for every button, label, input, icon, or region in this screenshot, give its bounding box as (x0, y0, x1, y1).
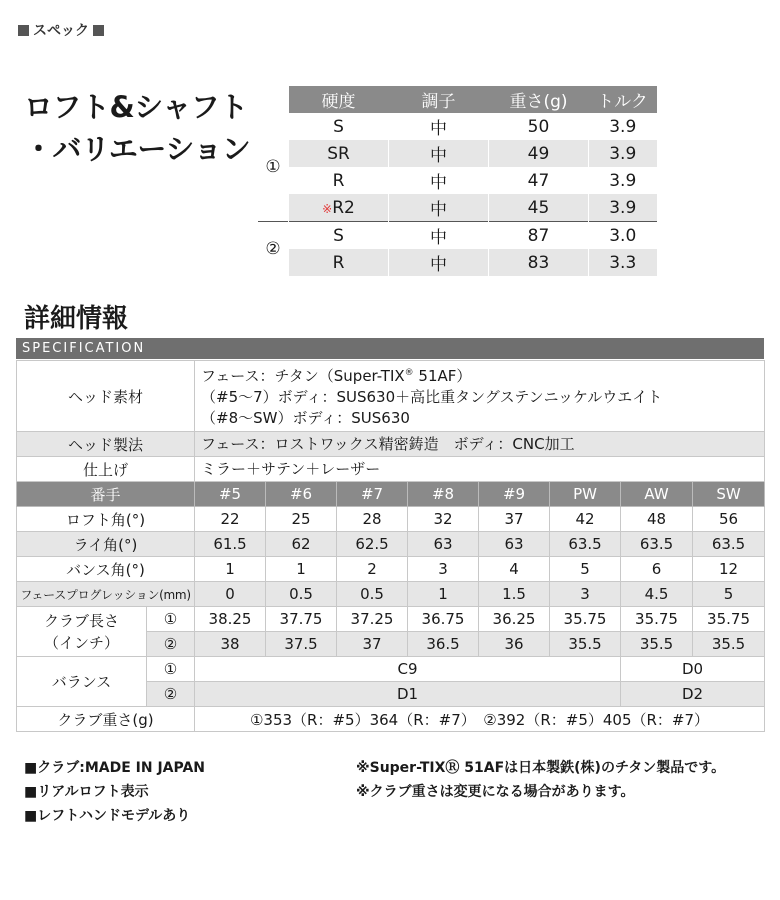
cell: D2 (621, 682, 765, 707)
cell: 32 (408, 507, 479, 532)
cell: 63 (408, 532, 479, 557)
cell: 37 (337, 632, 408, 657)
cell: 3.0 (589, 222, 657, 250)
note: ■クラブ:MADE IN JAPAN (24, 760, 206, 776)
cell: 38.25 (195, 607, 266, 632)
cell: R (289, 249, 389, 276)
col-weight: 重さ(g) (489, 86, 589, 113)
table-row (17, 532, 765, 557)
cell: 36.5 (408, 632, 479, 657)
length-label-line-2: （インチ） (43, 633, 119, 652)
spec-header (18, 20, 104, 40)
shaft-table-header (258, 86, 657, 113)
cell: #8 (408, 482, 479, 507)
table-row (258, 222, 657, 250)
note: ※クラブ重さは変更になる場合があります。 (356, 784, 635, 800)
note: ■リアルロフト表示 (24, 784, 149, 800)
head-material-line-1 (201, 363, 764, 387)
table-row (17, 361, 765, 432)
weight-label: クラブ重さ(g) (17, 707, 195, 732)
cell: 3.9 (589, 167, 657, 194)
cell: #5 (195, 482, 266, 507)
table-row (258, 194, 657, 222)
cell: 1 (195, 557, 266, 582)
col-flex: 硬度 (289, 86, 389, 113)
cell: 1.5 (479, 582, 550, 607)
head-material-label: ヘッド素材 (17, 361, 195, 432)
notes-left (24, 756, 205, 828)
cell: 63.5 (693, 532, 765, 557)
cell: 36.75 (408, 607, 479, 632)
cell: 63 (479, 532, 550, 557)
table-row (17, 507, 765, 532)
table-row (17, 657, 765, 682)
cell: ② (147, 682, 195, 707)
square-icon (93, 25, 104, 36)
cell: 48 (621, 507, 693, 532)
length-label (17, 607, 147, 657)
table-row (258, 249, 657, 276)
cell: 63.5 (550, 532, 621, 557)
cell: 1 (266, 557, 337, 582)
table-row (17, 432, 765, 457)
cell: 35.75 (693, 607, 765, 632)
title-line-1: ロフト&シャフト (24, 90, 248, 124)
balance-label: バランス (17, 657, 147, 707)
detail-title: 詳細情報 (24, 304, 129, 334)
lie-label: ライ角(°) (17, 532, 195, 557)
cell: 42 (550, 507, 621, 532)
cell: 36 (479, 632, 550, 657)
head-material-line-3: （#8〜SW）ボディ：SUS630 (201, 409, 410, 427)
cell: 中 (389, 194, 489, 222)
spec-table (16, 360, 765, 732)
cell: 37 (479, 507, 550, 532)
bounce-label: バンス角(°) (17, 557, 195, 582)
cell: 5 (550, 557, 621, 582)
text: 51AF） (413, 367, 472, 385)
cell: D0 (621, 657, 765, 682)
cell: 3 (550, 582, 621, 607)
cell: 37.5 (266, 632, 337, 657)
cell: 47 (489, 167, 589, 194)
cell: 62.5 (337, 532, 408, 557)
cell: ① (147, 607, 195, 632)
cell: 36.25 (479, 607, 550, 632)
title-line-2: ・バリエーション (24, 132, 251, 166)
registered-mark: ® (404, 368, 414, 378)
cell: R (289, 167, 389, 194)
cell: 0 (195, 582, 266, 607)
cell: D1 (195, 682, 621, 707)
finish-value: ミラー＋サテン＋レーザー (195, 457, 765, 482)
length-label-line-1: クラブ長さ (43, 611, 119, 630)
cell: AW (621, 482, 693, 507)
cell: 中 (389, 167, 489, 194)
cell: 28 (337, 507, 408, 532)
cell: #9 (479, 482, 550, 507)
table-row (258, 140, 657, 167)
cell: SW (693, 482, 765, 507)
cell: #7 (337, 482, 408, 507)
cell: 中 (389, 222, 489, 250)
cell: 6 (621, 557, 693, 582)
cell: 3.9 (589, 194, 657, 222)
cell: 中 (389, 140, 489, 167)
shaft-table (258, 86, 657, 276)
table-row (17, 482, 765, 507)
cell: 中 (389, 113, 489, 140)
cell: 63.5 (621, 532, 693, 557)
cell: #6 (266, 482, 337, 507)
notes-right (356, 756, 725, 804)
cell: 2 (337, 557, 408, 582)
cell: PW (550, 482, 621, 507)
cell: ② (147, 632, 195, 657)
table-row (17, 457, 765, 482)
finish-label: 仕上げ (17, 457, 195, 482)
note-mark: ※ (322, 201, 333, 216)
cell: 35.5 (550, 632, 621, 657)
group-2-label: ② (258, 222, 289, 277)
cell: 中 (389, 249, 489, 276)
col-kick: 調子 (389, 86, 489, 113)
page-title (24, 86, 250, 170)
cell: 1 (408, 582, 479, 607)
cell: 3.9 (589, 113, 657, 140)
cell: 5 (693, 582, 765, 607)
head-method-value: フェース：ロストワックス精密鋳造 ボディ：CNC加工 (195, 432, 765, 457)
cell: 35.75 (550, 607, 621, 632)
note: ■レフトハンドモデルあり (24, 808, 191, 824)
head-method-label: ヘッド製法 (17, 432, 195, 457)
cell: 37.75 (266, 607, 337, 632)
cell: 0.5 (337, 582, 408, 607)
cell: 35.75 (621, 607, 693, 632)
cell: SR (289, 140, 389, 167)
cell: 25 (266, 507, 337, 532)
table-row (258, 167, 657, 194)
group-1-label: ① (258, 113, 289, 222)
cell: 4.5 (621, 582, 693, 607)
specification-bar: SPECIFICATION (16, 338, 764, 359)
table-row (17, 582, 765, 607)
cell: S (289, 222, 389, 250)
cell: 49 (489, 140, 589, 167)
square-icon (18, 25, 29, 36)
cell: 83 (489, 249, 589, 276)
cell: 37.25 (337, 607, 408, 632)
cell: 35.5 (621, 632, 693, 657)
cell: 56 (693, 507, 765, 532)
note: ※Super-TIXⓇ 51AFは日本製鉄(株)のチタン製品です。 (356, 760, 726, 776)
cell: 22 (195, 507, 266, 532)
cell: 4 (479, 557, 550, 582)
numbers-label: 番手 (17, 482, 195, 507)
cell: 38 (195, 632, 266, 657)
head-material-line-2: （#5〜7）ボディ：SUS630＋高比重タングステンニッケルウエイト (201, 388, 663, 406)
cell: 50 (489, 113, 589, 140)
cell: 0.5 (266, 582, 337, 607)
table-row (258, 113, 657, 140)
spec-label: スペック (33, 23, 89, 39)
loft-label: ロフト角(°) (17, 507, 195, 532)
cell: ① (147, 657, 195, 682)
col-torque: トルク (589, 86, 657, 113)
text: フェース：チタン（Super-TIX (201, 367, 405, 385)
cell: C9 (195, 657, 621, 682)
table-row (17, 707, 765, 732)
table-row (17, 607, 765, 632)
cell: 3 (408, 557, 479, 582)
head-material-value (195, 361, 765, 432)
cell: 45 (489, 194, 589, 222)
cell: S (289, 113, 389, 140)
cell (289, 194, 389, 222)
weight-value: ①353（R：#5）364（R：#7） ②392（R：#5）405（R：#7） (195, 707, 765, 732)
cell: 3.3 (589, 249, 657, 276)
cell: 3.9 (589, 140, 657, 167)
cell: 87 (489, 222, 589, 250)
progression-label: フェースプログレッション(mm) (17, 582, 195, 607)
cell-text: R2 (332, 197, 355, 218)
cell: 35.5 (693, 632, 765, 657)
table-row (17, 557, 765, 582)
cell: 62 (266, 532, 337, 557)
cell: 12 (693, 557, 765, 582)
cell: 61.5 (195, 532, 266, 557)
